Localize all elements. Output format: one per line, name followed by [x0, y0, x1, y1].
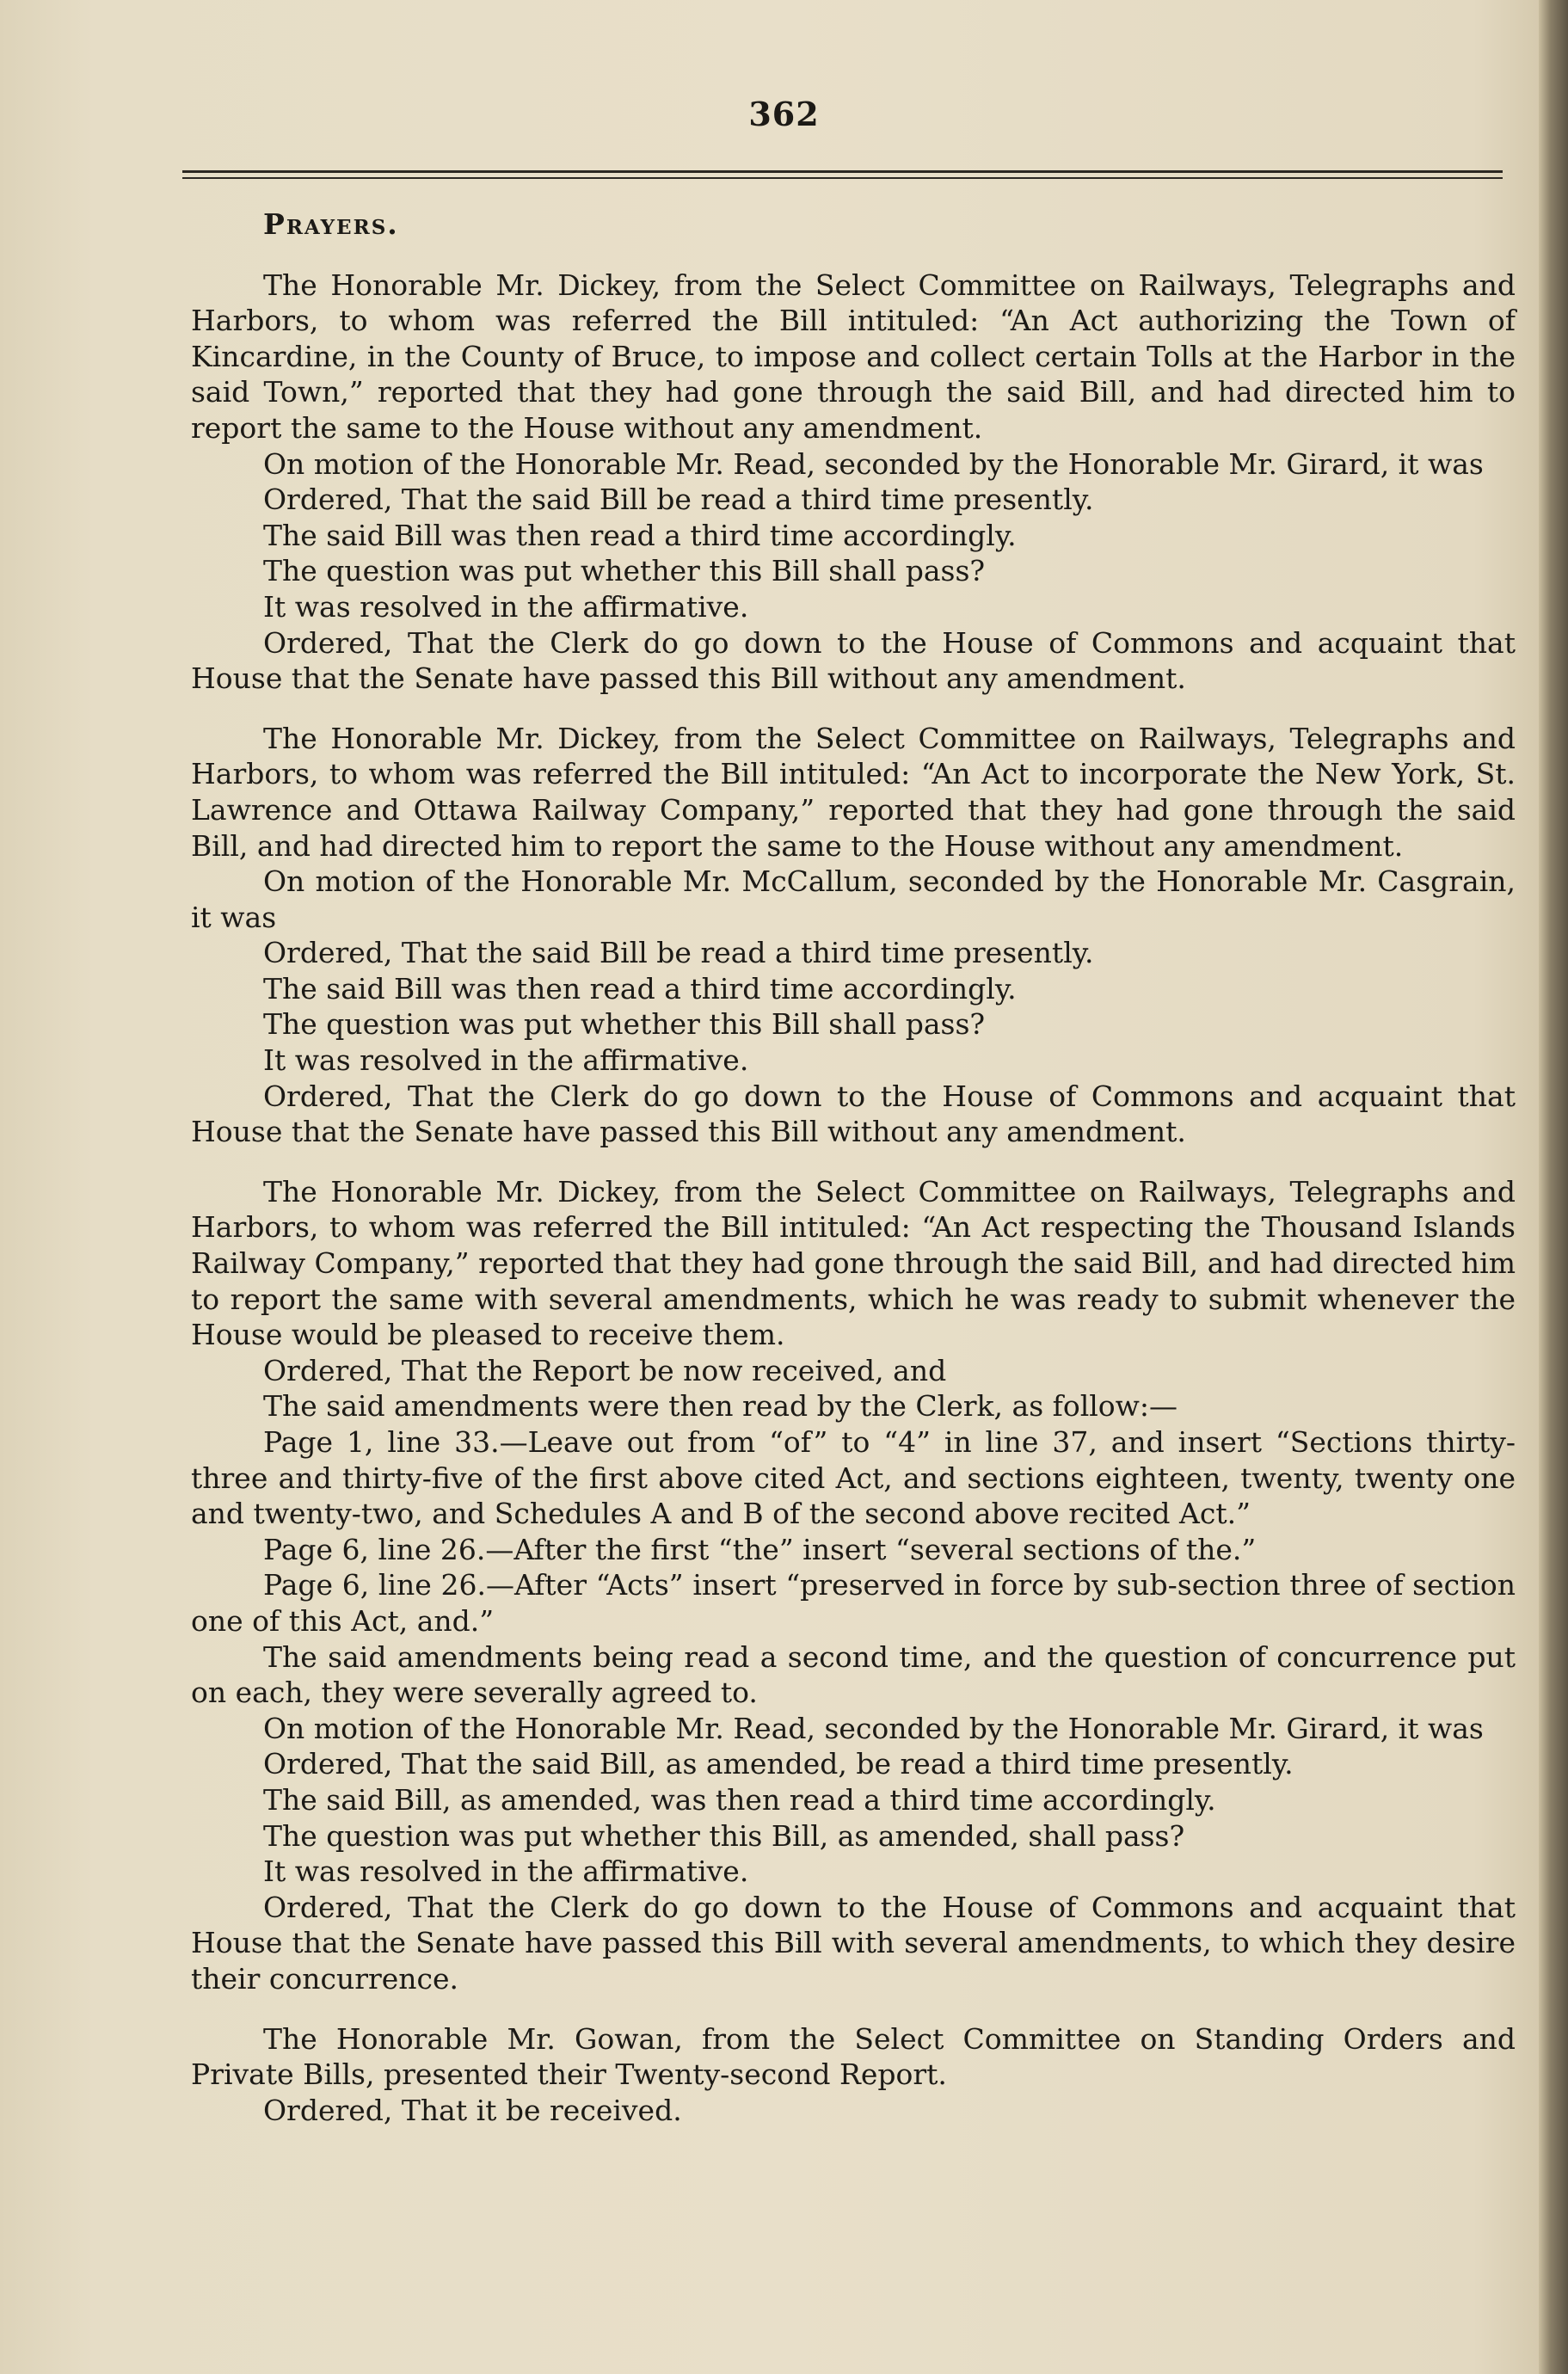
journal-text: [191, 206, 1516, 2152]
page-number: 362: [748, 95, 820, 133]
paragraph: Ordered, That the Clerk do go down to the House of Commons and acquaint that House that the Senate have passed this Bill without any amendment.: [191, 625, 1516, 696]
header-rule: [182, 170, 1503, 173]
paragraph: Ordered, That it be received.: [263, 2093, 682, 2127]
paragraph: The Honorable Mr. Dickey, from the Select Committee on Railways, Telegraphs and Harbors, to whom was referred the Bill intituled: “An Act respecting the Thousand Islands Railway Company,” reported that they had gone through the said Bill, and had directed him to report the same with several amendments, which he was ready to submit whenever the House would be pleased to receive them.: [191, 1174, 1516, 1352]
section-heading: Prayers.: [263, 207, 399, 241]
entry-standing-orders-report: [191, 2021, 1516, 2129]
paragraph: Ordered, That the said Bill be read a third time presently.: [263, 936, 1094, 970]
paragraph: On motion of the Honorable Mr. McCallum, seconded by the Honorable Mr. Casgrain, it was: [191, 864, 1516, 934]
entry-kincardine-bill: [191, 268, 1516, 697]
paragraph: It was resolved in the affirmative.: [263, 1043, 749, 1078]
entry-new-york-railway-bill: [191, 721, 1516, 1150]
paragraph: Page 1, line 33.—Leave out from “of” to “4” in line 37, and insert “Sections thirty-three and thirty-five of the first above cited Act, and sections eighteen, twenty, twenty one and twenty-two, and Schedules A and B of the second above recited Act.”: [191, 1425, 1516, 1531]
paragraph: Page 6, line 26.—After “Acts” insert “preserved in force by sub-section three of section one of this Act, and.”: [191, 1568, 1516, 1638]
paragraph: It was resolved in the affirmative.: [263, 589, 749, 624]
paragraph: The Honorable Mr. Dickey, from the Select Committee on Railways, Telegraphs and Harbors, to whom was referred the Bill intituled: “An Act authorizing the Town of Kincardine, in the County of Bruce, to impose and collect certain Tolls at the Harbor in the said Town,” reported that they had gone through the said Bill, and had directed him to report the same to the House without any amendment.: [191, 268, 1516, 445]
paragraph: The said amendments being read a second time, and the question of concurrence put on each, they were severally agreed to.: [191, 1639, 1516, 1710]
header-rule-secondary: [182, 177, 1503, 179]
paragraph: The Honorable Mr. Gowan, from the Select Committee on Standing Orders and Private Bills, presented their Twenty-second Report.: [191, 2021, 1516, 2092]
paragraph: Ordered, That the said Bill be read a third time presently.: [263, 483, 1094, 517]
paragraph: The said Bill was then read a third time accordingly.: [263, 971, 1017, 1006]
paragraph: Ordered, That the Clerk do go down to the House of Commons and acquaint that House that the Senate have passed this Bill without any amendment.: [191, 1079, 1516, 1149]
book-spine-shadow: [1539, 0, 1568, 2374]
entry-thousand-islands-bill: [191, 1174, 1516, 1997]
paragraph: The question was put whether this Bill, as amended, shall pass?: [263, 1818, 1185, 1853]
paragraph: The question was put whether this Bill shall pass?: [263, 1007, 986, 1042]
paragraph: The Honorable Mr. Dickey, from the Select Committee on Railways, Telegraphs and Harbors, to whom was referred the Bill intituled: “An Act to incorporate the New York, St. Lawrence and Ottawa Railway Company,” reported that they had gone through the said Bill, and had directed him to report the same to the House without any amendment.: [191, 721, 1516, 863]
paragraph: Ordered, That the said Bill, as amended, be read a third time presently.: [263, 1747, 1294, 1781]
paragraph: On motion of the Honorable Mr. Read, seconded by the Honorable Mr. Girard, it was: [263, 1711, 1484, 1745]
paragraph: Ordered, That the Clerk do go down to the House of Commons and acquaint that House that the Senate have passed this Bill with several amendments, to which they desire their concurrence.: [191, 1890, 1516, 1996]
paragraph: On motion of the Honorable Mr. Read, seconded by the Honorable Mr. Girard, it was: [263, 446, 1484, 481]
paragraph: The said Bill, as amended, was then read a third time accordingly.: [263, 1782, 1216, 1817]
paragraph: Ordered, That the Report be now received, and: [263, 1353, 947, 1387]
paragraph: Page 6, line 26.—After the first “the” insert “several sections of the.”: [263, 1532, 1257, 1566]
paragraph: The said amendments were then read by the Clerk, as follow:—: [263, 1389, 1178, 1424]
paragraph: It was resolved in the affirmative.: [263, 1854, 749, 1889]
paragraph: The question was put whether this Bill shall pass?: [263, 554, 986, 588]
paragraph: The said Bill was then read a third time accordingly.: [263, 518, 1017, 552]
